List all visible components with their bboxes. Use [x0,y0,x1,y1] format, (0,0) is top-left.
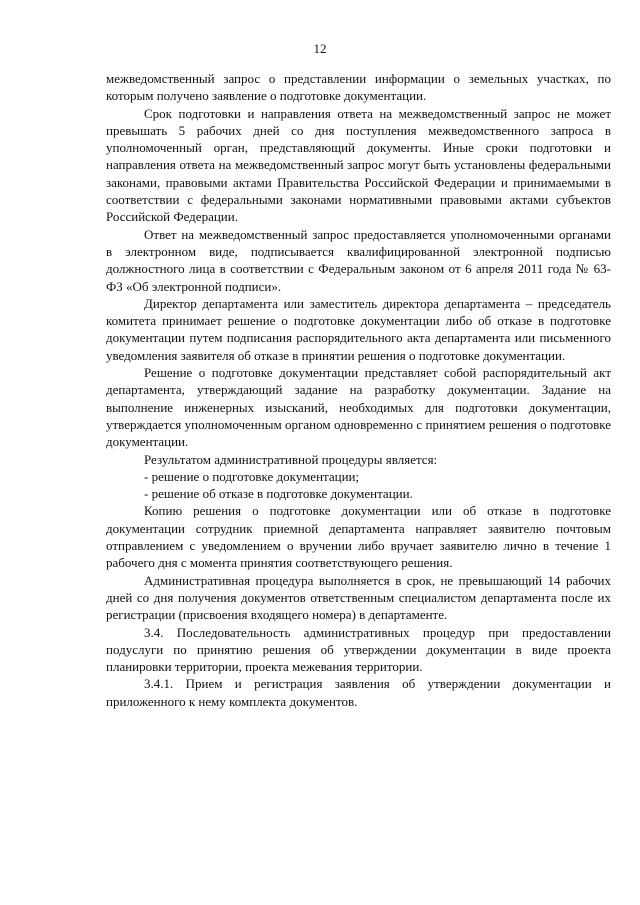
section-heading-3-4-1: 3.4.1. Прием и регистрация заявления об утверждении документации и приложенного к нему комплекта документов. [106,676,611,709]
page-number: 12 [313,41,327,56]
paragraph: межведомственный запрос о представлении информации о земельных участках, по которым получено заявление о подготовке документации. [106,71,611,104]
section-heading-3-4: 3.4. Последовательность административных процедур при предоставлении подуслуги по принятию решения об утверждении документации в виде проекта планировки территории, проекта межевания территории. [106,624,611,675]
paragraph: Срок подготовки и направления ответа на межведомственный запрос не может превышать 5 рабочих дней со дня поступления межведомственного запроса в уполномоченный орган, представляющий документы. Иные сроки подготовки и направления ответа на межведомственный запрос могут быть установлены федеральными законами, правовыми актами Правительства Российской Федерации и принимаемыми в соответствии с федеральными законами нормативными правовыми актами субъектов Российской Федерации. [106,105,611,225]
list-item: - решение об отказе в подготовке документации. [144,486,413,502]
paragraph: Решение о подготовке документации представляет собой распорядительный акт департамента, утверждающий задание на разработку документации. Задание на выполнение инженерных изысканий, необходимых для подготовки документации, утверждается уполномоченным органом одновременно с принятием решения о подготовке документации. [106,365,611,450]
paragraph: Ответ на межведомственный запрос предоставляется уполномоченными органами в электронном виде, подписывается квалифицированной электронной подписью должностного лица в соответствии с Федеральным законом от 6 апреля 2011 года № 63-ФЗ «Об электронной подписи». [106,226,611,294]
paragraph: Копию решения о подготовке документации или об отказе в подготовке документации сотрудник приемной департамента направляет заявителю почтовым отправлением с уведомлением о вручении либо вручает заявителю лично в течение 1 рабочего дня с момента принятия соответствующего решения. [106,503,611,571]
paragraph: Директор департамента или заместитель директора департамента – председатель комитета принимает решение о подготовке документации либо об отказе в подготовке документации путем подписания распорядительного акта департамента или письменного уведомления заявителя об отказе в принятии решения о подготовке документации. [106,295,611,363]
list-item: - решение о подготовке документации; [144,468,360,484]
paragraph: Административная процедура выполняется в срок, не превышающий 14 рабочих дней со дня получения документов ответственным специалистом департамента после их регистрации (присвоения входящего номера) в департаменте. [106,572,611,623]
paragraph: Результатом административной процедуры является: [144,451,438,467]
document-body [106,70,611,710]
